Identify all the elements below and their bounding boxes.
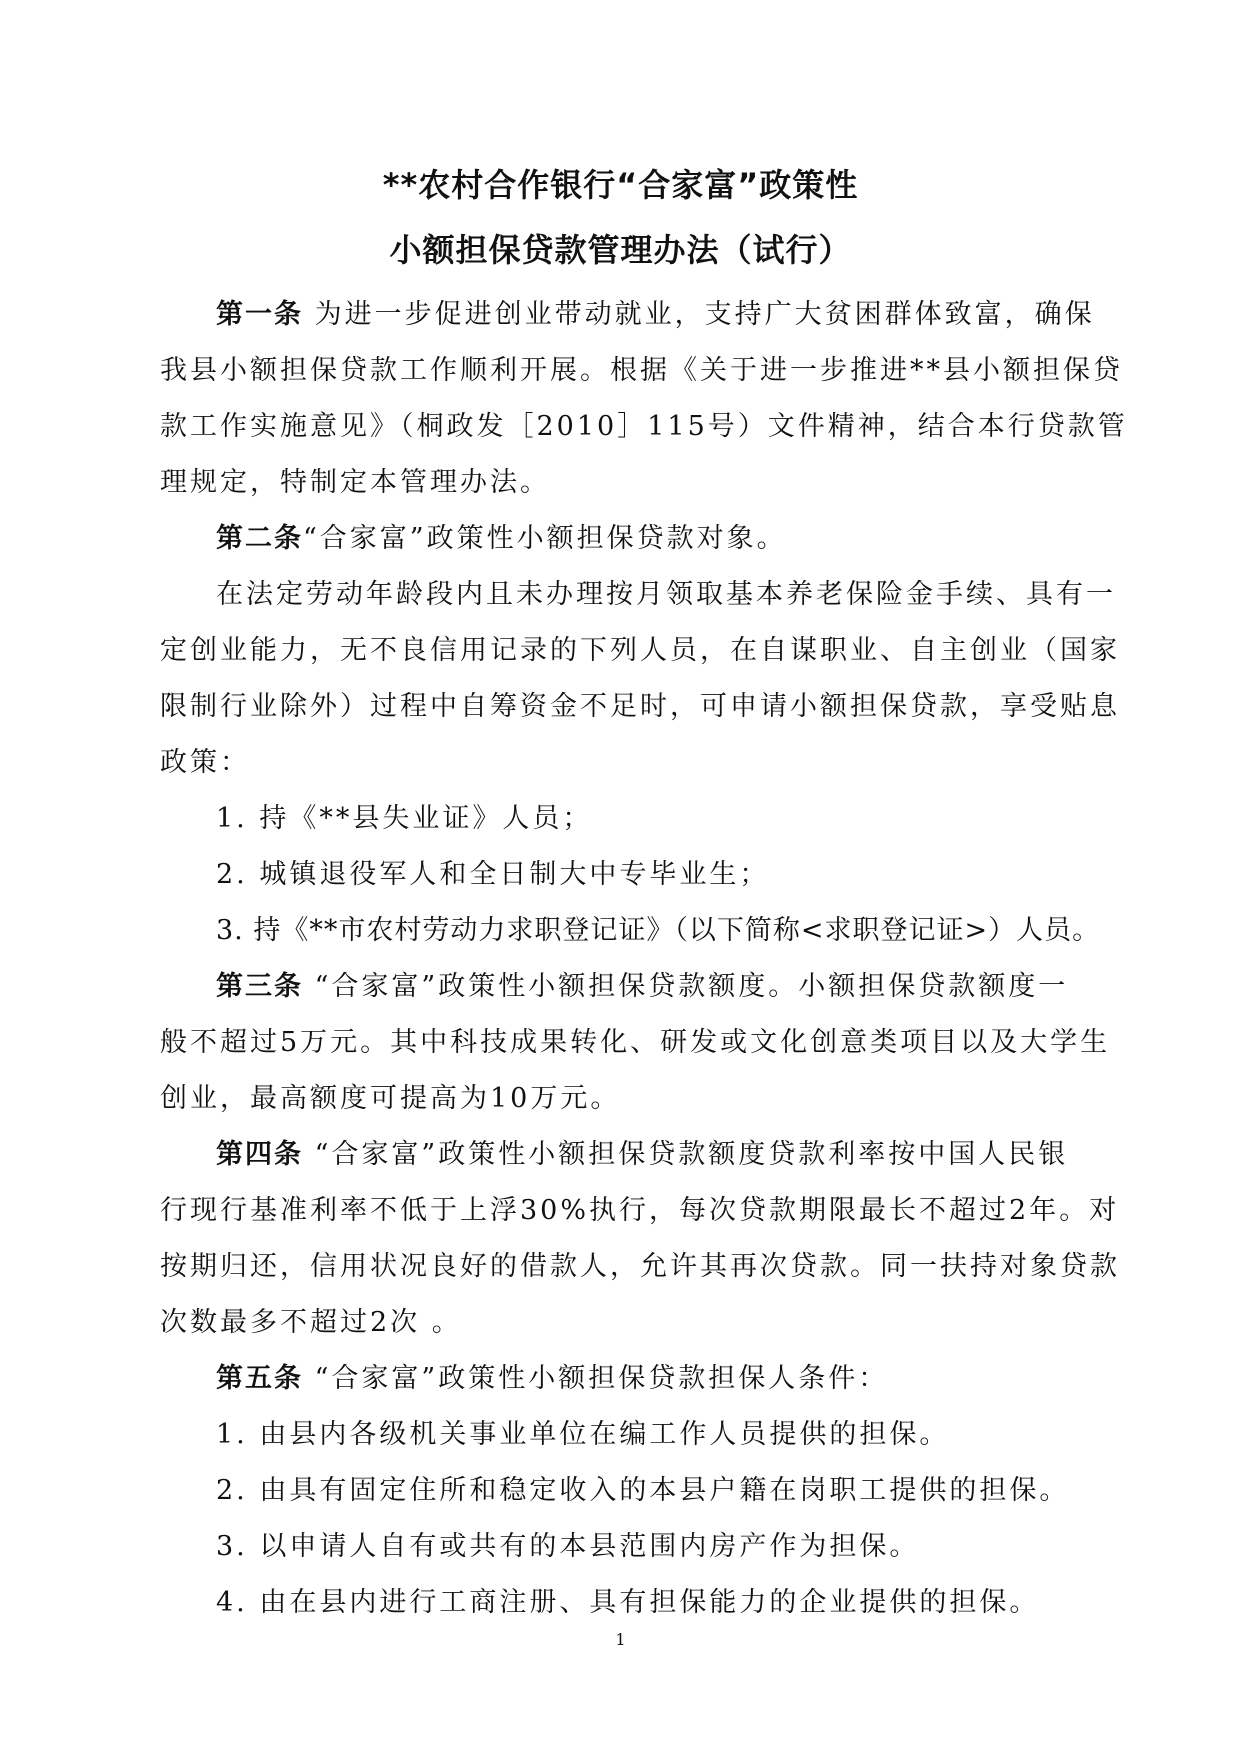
article-2-para-4: 政策： xyxy=(160,747,250,778)
article-4-heading: 第四条 xyxy=(216,1139,303,1170)
article-5-text-1: “合家富”政策性小额担保贷款担保人条件： xyxy=(303,1363,889,1394)
article-5-heading: 第五条 xyxy=(216,1363,303,1394)
article-4-line-4: 次数最多不超过2次 。 xyxy=(160,1307,462,1338)
article-4-line-1 xyxy=(216,1132,1068,1171)
article-5-item-4: 4. 由在县内进行工商注册、具有担保能力的企业提供的担保。 xyxy=(216,1587,1040,1618)
article-2-para-3: 限制行业除外）过程中自筹资金不足时，可申请小额担保贷款，享受贴息 xyxy=(160,691,1120,722)
article-2-item-1: 1. 持《**县失业证》人员； xyxy=(216,803,593,834)
article-2-text-1: “合家富”政策性小额担保贷款对象。 xyxy=(303,523,787,554)
article-3-line-1 xyxy=(216,964,1068,1003)
article-2-para-2: 定创业能力，无不良信用记录的下列人员，在自谋职业、自主创业（国家 xyxy=(160,635,1120,666)
article-1-line-3: 款工作实施意见》（桐政发［2010］115号）文件精神，结合本行贷款管 xyxy=(160,411,1128,442)
article-2-para-1: 在法定劳动年龄段内且未办理按月领取基本养老保险金手续、具有一 xyxy=(216,579,1116,610)
article-2-item-3: 3. 持《**市农村劳动力求职登记证》（以下简称<求职登记证>）人员。 xyxy=(216,915,1101,946)
article-4-line-3: 按期归还，信用状况良好的借款人，允许其再次贷款。同一扶持对象贷款 xyxy=(160,1251,1120,1282)
title-line-2: 小额担保贷款管理办法（试行） xyxy=(389,231,852,269)
article-5-line-1 xyxy=(216,1356,888,1395)
article-1-line-2: 我县小额担保贷款工作顺利开展。根据《关于进一步推进**县小额担保贷 xyxy=(160,355,1123,386)
article-1-text-1: 为进一步促进创业带动就业，支持广大贫困群体致富，确保 xyxy=(303,299,1095,330)
article-1-line-1 xyxy=(216,292,1095,331)
article-3-line-2: 般不超过5万元。其中科技成果转化、研发或文化创意类项目以及大学生 xyxy=(160,1027,1111,1058)
article-1-line-4: 理规定，特制定本管理办法。 xyxy=(160,467,550,498)
title-line-1: **农村合作银行“合家富”政策性 xyxy=(382,166,859,204)
article-2-item-2: 2. 城镇退役军人和全日制大中专毕业生； xyxy=(216,859,770,890)
article-5-item-2: 2. 由具有固定住所和稳定收入的本县户籍在岗职工提供的担保。 xyxy=(216,1475,1070,1506)
article-2-line-1 xyxy=(216,516,787,555)
article-1-heading: 第一条 xyxy=(216,299,303,330)
article-2-heading: 第二条 xyxy=(216,523,303,554)
article-5-item-1: 1. 由县内各级机关事业单位在编工作人员提供的担保。 xyxy=(216,1419,950,1450)
article-3-line-3: 创业，最高额度可提高为10万元。 xyxy=(160,1083,621,1114)
article-4-line-2: 行现行基准利率不低于上浮30%执行，每次贷款期限最长不超过2年。对 xyxy=(160,1195,1120,1226)
page-number: 1 xyxy=(615,1630,626,1649)
article-3-heading: 第三条 xyxy=(216,971,303,1002)
article-5-item-3: 3. 以申请人自有或共有的本县范围内房产作为担保。 xyxy=(216,1531,920,1562)
article-4-text-1: “合家富”政策性小额担保贷款额度贷款利率按中国人民银 xyxy=(303,1139,1069,1170)
article-3-text-1: “合家富”政策性小额担保贷款额度。小额担保贷款额度一 xyxy=(303,971,1069,1002)
